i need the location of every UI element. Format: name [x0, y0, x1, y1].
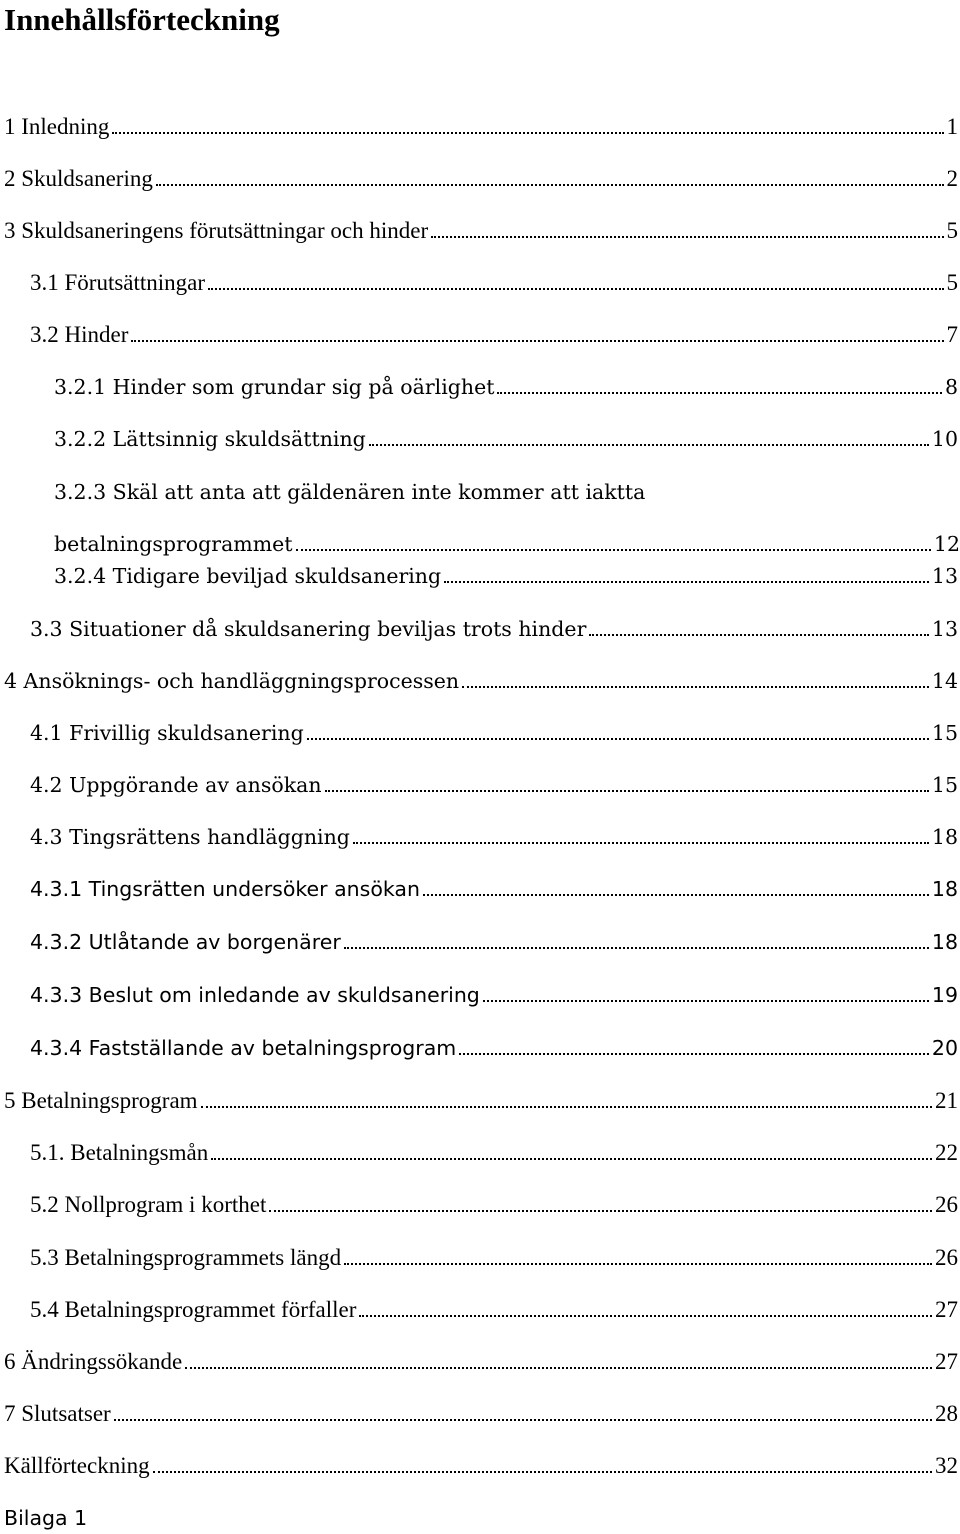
dot-leader	[269, 1210, 932, 1212]
toc-entry-4-3-1[interactable]	[30, 874, 958, 904]
toc-page-number: 21	[935, 1088, 958, 1113]
toc-entry-label: 3.2 Hinder	[30, 322, 129, 347]
dot-leader	[369, 444, 929, 446]
toc-entry-5-3[interactable]	[30, 1243, 958, 1273]
toc-entry-label: 5.3 Betalningsprogrammets längd	[30, 1245, 342, 1270]
dot-leader	[185, 1367, 932, 1369]
dot-leader	[431, 236, 943, 238]
toc-entry-4-3-3[interactable]	[30, 980, 958, 1010]
dot-leader	[156, 184, 944, 186]
toc-entry-2[interactable]	[4, 164, 958, 194]
toc-entry-4-3[interactable]	[30, 822, 958, 852]
toc-entry-3-1[interactable]	[30, 268, 958, 298]
dot-leader	[444, 581, 929, 583]
toc-entry-label: 5.2 Nollprogram i korthet	[30, 1192, 267, 1217]
toc-entry-3-2-1[interactable]	[54, 372, 958, 402]
toc-page-number: 8	[944, 375, 958, 399]
page-title: Innehållsförteckning	[4, 2, 280, 37]
toc-entry-7[interactable]	[4, 1399, 958, 1429]
dot-leader	[344, 947, 929, 949]
toc-entry-3[interactable]	[4, 216, 958, 246]
toc-entry-4-2[interactable]	[30, 770, 958, 800]
toc-entry-5-4[interactable]	[30, 1295, 958, 1325]
toc-entry-label: 4.3.1 Tingsrätten undersöker ansökan	[30, 877, 420, 901]
toc-page-number: 7	[946, 322, 958, 347]
toc-page-number: 22	[935, 1140, 958, 1165]
toc-entry-label: 7 Slutsatser	[4, 1401, 111, 1426]
toc-entry-label: 3.2.1 Hinder som grundar sig på oärlighet	[54, 375, 495, 399]
toc-entry-label: 3.2.2 Lättsinnig skuldsättning	[54, 427, 366, 451]
toc-entry-label: Källförteckning	[4, 1453, 150, 1478]
toc-page-number: 18	[931, 825, 958, 849]
dot-leader	[114, 1419, 932, 1421]
dot-leader	[201, 1106, 932, 1108]
toc-entry-label: 4.3 Tingsrättens handläggning	[30, 825, 350, 849]
dot-leader	[462, 686, 929, 688]
dot-leader	[423, 894, 929, 896]
toc-entry-label: 4.3.3 Beslut om inledande av skuldsanering	[30, 983, 480, 1007]
toc-entry-3-2[interactable]	[30, 320, 958, 350]
toc-page-number: 2	[946, 166, 958, 191]
toc-page-number: 12	[933, 532, 960, 556]
toc-entry-label: 1 Inledning	[4, 114, 110, 139]
toc-page-number: 13	[931, 617, 958, 641]
toc-page-number: 18	[931, 877, 958, 901]
toc-page-number: 10	[931, 427, 958, 451]
dot-leader	[344, 1263, 932, 1265]
toc-entry-5-2[interactable]	[30, 1190, 958, 1220]
toc-page-number: 26	[935, 1192, 958, 1217]
toc-entry-4-3-4[interactable]	[30, 1033, 958, 1063]
appendix-label: Bilaga 1	[4, 1506, 88, 1530]
toc-page-number: 19	[931, 983, 958, 1007]
toc-page-number: 14	[931, 669, 958, 693]
toc-entry-3-3[interactable]	[30, 614, 958, 644]
toc-page-number: 15	[931, 773, 958, 797]
toc-entry-3-2-4[interactable]	[54, 561, 958, 591]
toc-entry-3-2-2[interactable]	[54, 424, 958, 454]
dot-leader	[307, 738, 929, 740]
dot-leader	[131, 340, 943, 342]
toc-entry-label: 4.1 Frivillig skuldsanering	[30, 721, 304, 745]
toc-page-number: 28	[935, 1401, 958, 1426]
dot-leader	[359, 1315, 932, 1317]
toc-page-number: 26	[935, 1245, 958, 1270]
dot-leader	[153, 1471, 932, 1473]
toc-entry-5[interactable]	[4, 1086, 958, 1116]
toc-page-number: 1	[946, 114, 958, 139]
toc-entry-label: 3.3 Situationer då skuldsanering beviljas trots hinder	[30, 617, 587, 641]
toc-entry-4-3-2[interactable]	[30, 927, 958, 957]
toc-entry-label: 3.2.4 Tidigare beviljad skuldsanering	[54, 564, 442, 588]
dot-leader	[208, 288, 943, 290]
toc-entry-5-1[interactable]	[30, 1138, 958, 1168]
toc-entry-label-line1: 3.2.3 Skäl att anta att gäldenären inte kommer att iaktta	[54, 480, 646, 504]
toc-entry-label: 4.2 Uppgörande av ansökan	[30, 773, 322, 797]
toc-entry-label: 2 Skuldsanering	[4, 166, 153, 191]
toc-page-number: 32	[935, 1453, 958, 1478]
toc-entry-1[interactable]	[4, 112, 958, 142]
toc-entry-label: 6 Ändringssökande	[4, 1349, 183, 1374]
toc-entry-label: 5.4 Betalningsprogrammet förfaller	[30, 1297, 357, 1322]
dot-leader	[296, 549, 931, 551]
toc-page-number: 20	[931, 1036, 958, 1060]
toc-page-number: 15	[931, 721, 958, 745]
toc-entry-label: 5.1. Betalningsmån	[30, 1140, 209, 1165]
toc-entry-label: 4.3.2 Utlåtande av borgenärer	[30, 930, 341, 954]
dot-leader	[497, 392, 942, 394]
dot-leader	[459, 1053, 929, 1055]
toc-entry-label-line2: betalningsprogrammet	[54, 532, 293, 556]
toc-entry-4[interactable]	[4, 666, 958, 696]
toc-page-number: 18	[931, 930, 958, 954]
toc-entry-6[interactable]	[4, 1347, 958, 1377]
toc-page-number: 5	[946, 270, 958, 295]
toc-entry-references[interactable]	[4, 1451, 958, 1481]
toc-page-number: 13	[931, 564, 958, 588]
toc-entry-label: 4 Ansöknings- och handläggningsprocessen	[4, 669, 460, 693]
dot-leader	[211, 1158, 932, 1160]
dot-leader	[112, 132, 943, 134]
dot-leader	[483, 1000, 929, 1002]
toc-page-number: 5	[946, 218, 958, 243]
toc-entry-label: 3.1 Förutsättningar	[30, 270, 206, 295]
toc-entry-label: 3 Skuldsaneringens förutsättningar och hinder	[4, 218, 429, 243]
dot-leader	[589, 634, 929, 636]
toc-page-number: 27	[935, 1297, 958, 1322]
dot-leader	[325, 790, 929, 792]
toc-entry-3-2-3[interactable]	[54, 477, 960, 559]
dot-leader	[353, 842, 929, 844]
toc-entry-label: 5 Betalningsprogram	[4, 1088, 198, 1113]
toc-page-number: 27	[935, 1349, 958, 1374]
toc-entry-label: 4.3.4 Fastställande av betalningsprogram	[30, 1036, 457, 1060]
toc-entry-4-1[interactable]	[30, 718, 958, 748]
